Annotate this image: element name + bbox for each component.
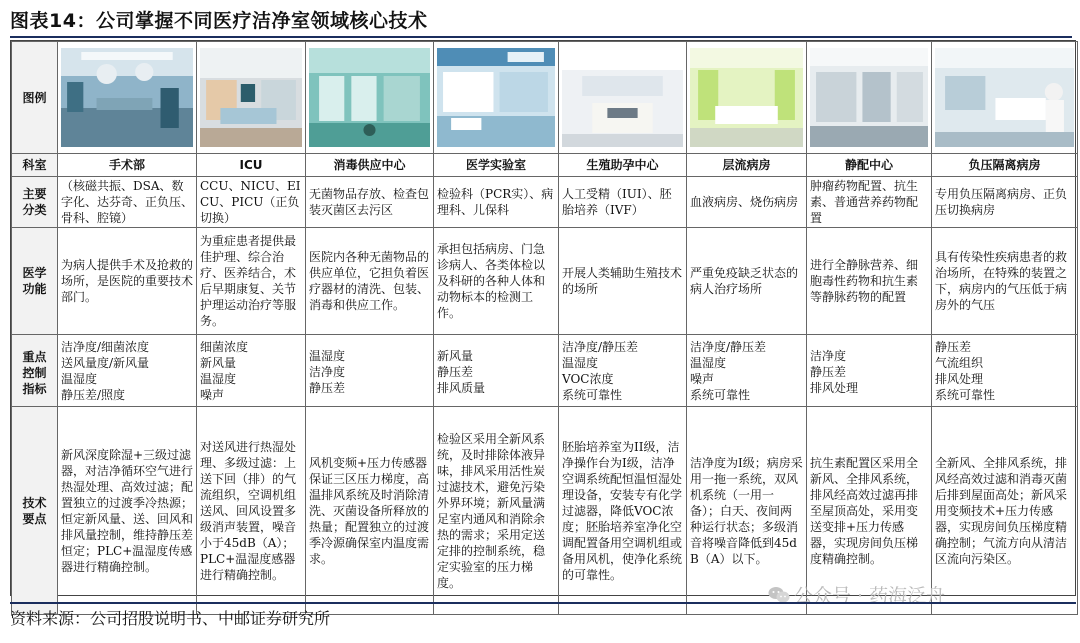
dept-cell: 医学实验室 bbox=[434, 154, 559, 177]
dept-cell: 负压隔离病房 bbox=[932, 154, 1078, 177]
indicator-item: 系统可靠性 bbox=[690, 388, 751, 402]
technology-cell: 检验区采用全新风系统，及时排除体液异味，排风采用活性炭过滤技术，避免污染外界环境；新风量满足室内通风和消除余热的需求；采用定送定排的控制系统，稳定实验室的压力梯度。 bbox=[434, 407, 559, 615]
indicator-item: 排风处理 bbox=[935, 372, 984, 386]
classification-cell: 血液病房、烧伤病房 bbox=[687, 177, 807, 228]
indicator-item: 系统可靠性 bbox=[562, 388, 623, 402]
technology-cell: 洁净度为I级；病房采用一拖一系统，双风机系统（一用一备）；白天、夜间两种运行状态；多级消音将噪音降低到45dB（A）以下。 bbox=[687, 407, 807, 615]
indicator-item: 新风量 bbox=[437, 349, 474, 363]
function-cell: 进行全静脉营养、细胞毒性药物和抗生素等静脉药物的配置 bbox=[807, 228, 932, 335]
room-image-reproductive bbox=[559, 42, 687, 154]
indicator-item: 静压差 bbox=[437, 365, 474, 379]
indicators-cell bbox=[434, 335, 559, 407]
indicator-item: 洁净度/细菌浓度 bbox=[61, 340, 150, 354]
indicator-item: 静压差 bbox=[935, 340, 972, 354]
image-row bbox=[12, 42, 1078, 154]
technology-cell: 抗生素配置区采用全新风、全排风系统，排风经高效过滤再排至屋顶高处，采用变送变排+压力传感器，实现房间负压梯度精确控制。 bbox=[807, 407, 932, 615]
indicators-cell bbox=[559, 335, 687, 407]
classification-cell: 专用负压隔离病房、正负压切换病房 bbox=[932, 177, 1078, 228]
indicators-cell bbox=[58, 335, 197, 407]
classification-cell: 肿瘤药物配置、抗生素、普通营养药物配置 bbox=[807, 177, 932, 228]
dept-cell: 生殖助孕中心 bbox=[559, 154, 687, 177]
function-cell: 为重症患者提供最佳护理、综合治疗、医养结合，术后早期康复、关节护理运动治疗等服务。 bbox=[197, 228, 306, 335]
indicator-item: 细菌浓度 bbox=[200, 340, 249, 354]
indicator-item: 噪声 bbox=[200, 388, 225, 402]
classification-cell: 人工受精（IUI）、胚胎培养（IVF） bbox=[559, 177, 687, 228]
watermark-text: 公众号 · 药海泛舟 bbox=[794, 585, 946, 607]
function-cell: 医院内各种无菌物品的供应单位，它担负着医疗器材的清洗、包装、消毒和供应工作。 bbox=[306, 228, 434, 335]
indicator-item: 排风处理 bbox=[810, 381, 859, 395]
row-header-function: 医学功能 bbox=[12, 228, 58, 335]
row-header-technology: 技术要点 bbox=[12, 407, 58, 615]
indicator-item: VOC浓度 bbox=[562, 372, 614, 386]
indicator-item: 洁净度 bbox=[309, 365, 346, 379]
row-header-image: 图例 bbox=[12, 42, 58, 154]
indicators-cell bbox=[932, 335, 1078, 407]
classification-cell: CCU、NICU、EICU、PICU（正负切换） bbox=[197, 177, 306, 228]
indicators-cell bbox=[807, 335, 932, 407]
indicator-item: 洁净度 bbox=[810, 349, 847, 363]
room-image-medical-lab bbox=[434, 42, 559, 154]
row-header-dept: 科室 bbox=[12, 154, 58, 177]
function-row bbox=[12, 228, 1078, 335]
function-cell: 具有传染性疾病患者的救治场所，在特殊的装置之下，病房内的气压低于病房外的气压 bbox=[932, 228, 1078, 335]
tech-table bbox=[11, 41, 1078, 615]
technology-cell: 风机变频+压力传感器保证三区压力梯度，高温排风系统及时消除清洗、灭菌设备所释放的热量；配置独立的过渡季冷源确保室内温度需求。 bbox=[306, 407, 434, 615]
indicator-item: 洁净度/静压差 bbox=[562, 340, 639, 354]
indicator-item: 新风量 bbox=[200, 356, 237, 370]
classification-cell: 无菌物品存放、检查包装灭菌区去污区 bbox=[306, 177, 434, 228]
technology-cell: 胚胎培养室为II级，洁净操作台为I级，洁净空调系统配恒温恒湿处理设备，安装专有化学过滤器，降低VOC浓度；胚胎培养室净化空调配置备用空调机组或备用风机，使净化系统的可靠性。 bbox=[559, 407, 687, 615]
indicator-item: 静压差 bbox=[810, 365, 847, 379]
technology-cell: 全新风、全排风系统，排风经高效过滤和消毒灭菌后排到屋面高处；新风采用变频技术+压力传感器，实现房间负压梯度精确控制；气流方向从清洁区流向污染区。 bbox=[932, 407, 1078, 615]
room-image-sterile-supply bbox=[306, 42, 434, 154]
dept-cell: ICU bbox=[197, 154, 306, 177]
dept-cell: 静配中心 bbox=[807, 154, 932, 177]
classification-row bbox=[12, 177, 1078, 228]
indicator-item: 噪声 bbox=[690, 372, 715, 386]
function-cell: 承担包括病房、门急诊病人、各类体检以及科研的各种人体和动物标本的检测工作。 bbox=[434, 228, 559, 335]
indicator-item: 气流组织 bbox=[935, 356, 984, 370]
dept-cell: 手术部 bbox=[58, 154, 197, 177]
dept-row bbox=[12, 154, 1078, 177]
source-note: 资料来源：公司招股说明书、中邮证券研究所 bbox=[10, 602, 1076, 634]
indicator-item: 洁净度/静压差 bbox=[690, 340, 767, 354]
indicator-item: 静压差/照度 bbox=[61, 388, 126, 402]
indicator-item: 系统可靠性 bbox=[935, 388, 996, 402]
room-image-pharmacy bbox=[807, 42, 932, 154]
indicator-item: 静压差 bbox=[309, 381, 346, 395]
row-header-indicators: 重点控制指标 bbox=[12, 335, 58, 407]
technology-cell: 新风深度除湿+三级过滤器，对洁净循环空气进行热湿处理、高效过滤；配置独立的过渡季冷热源；恒定新风量、送、回风和排风量控制，维持静压差恒定；PLC+温湿度传感器进行精确控制。 bbox=[58, 407, 197, 615]
indicator-item: 温湿度 bbox=[200, 372, 237, 386]
indicator-item: 温湿度 bbox=[562, 356, 599, 370]
indicator-item: 温湿度 bbox=[61, 372, 98, 386]
function-cell: 开展人类辅助生殖技术的场所 bbox=[559, 228, 687, 335]
indicators-cell bbox=[687, 335, 807, 407]
function-cell: 严重免疫缺乏状态的病人治疗场所 bbox=[687, 228, 807, 335]
classification-cell: 检验科（PCR实）、病理科、儿保科 bbox=[434, 177, 559, 228]
indicator-item: 温湿度 bbox=[309, 349, 346, 363]
dept-cell: 消毒供应中心 bbox=[306, 154, 434, 177]
technology-cell: 对送风进行热湿处理、多级过滤：上送下回（排）的气流组织，空调机组送风、回风设置多级消声装置，噪音小于45dB（A）；PLC+温湿度感器进行精确控制。 bbox=[197, 407, 306, 615]
room-image-icu bbox=[197, 42, 306, 154]
function-cell: 为病人提供手术及抢救的场所，是医院的重要技术部门。 bbox=[58, 228, 197, 335]
tech-table-frame bbox=[10, 40, 1076, 596]
indicators-cell bbox=[197, 335, 306, 407]
dept-cell: 层流病房 bbox=[687, 154, 807, 177]
room-image-operating bbox=[58, 42, 197, 154]
room-image-isolation-ward bbox=[932, 42, 1078, 154]
row-header-classification: 主要分类 bbox=[12, 177, 58, 228]
classification-cell: （核磁共振、DSA、数字化、达芬奇、正负压、骨科、腔镜） bbox=[58, 177, 197, 228]
room-image-laminar-ward bbox=[687, 42, 807, 154]
indicator-item: 温湿度 bbox=[690, 356, 727, 370]
figure-title: 图表14：公司掌握不同医疗洁净室领域核心技术 bbox=[10, 6, 1072, 38]
indicators-cell bbox=[306, 335, 434, 407]
indicator-item: 排风质量 bbox=[437, 381, 486, 395]
indicator-item: 送风量度/新风量 bbox=[61, 356, 150, 370]
indicators-row bbox=[12, 335, 1078, 407]
